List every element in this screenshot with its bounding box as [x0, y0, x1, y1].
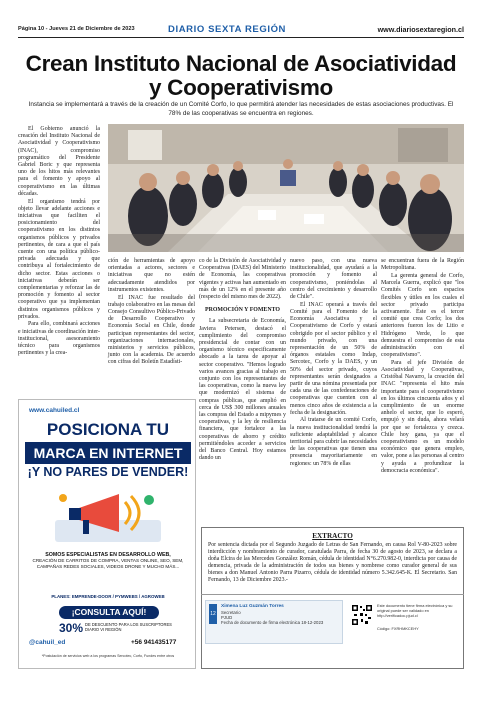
ad-discount-text: DE DESCUENTO PARA LOS SUSCRIPTORES DIARIO VI REGIÓN — [85, 622, 172, 632]
masthead-bar — [18, 24, 464, 38]
paragraph: La subsecretaria de Economía, Javiera Petersen, destacó el cumplimiento del compromiso presidencial de contar con un organismo técnico especificamente abocado a la tarea de apoyar al sector cooperativo. "Hemos logrado varios avances gracias al trabajo en conjunto con los representantes de las cooperativas, como la nueva ley que modernizó el sistema de compras públicas, que amplió en cerca de US$ 300 millones anuales las compras del Estado a mipymes y cooperativas, y la ley de resiliencia financiera, que fortalece a las cooperativas de ahorro y crédito permitiéndoles acceder a servicios del Banco Central. Hoy estamos dando un — [199, 318, 286, 462]
signer-name: Ximena Luz Guzmán Torres — [221, 604, 284, 609]
signer-role: Secretario PJUD Fecha de documento de firma electrónica 18-12-2023 — [221, 610, 324, 626]
ad-url[interactable]: www.cahuiled.cl — [29, 407, 80, 414]
signature-number: 12 — [209, 604, 217, 624]
ad-body — [27, 552, 189, 570]
megaphone-icon — [49, 486, 167, 546]
article-column-4 — [290, 258, 377, 526]
ad-headline-2: MARCA EN INTERNET — [25, 442, 191, 464]
page-info: Página 10 - Jueves 21 de Diciembre de 2023 — [18, 26, 135, 32]
ad-headline-1: POSICIONA TU — [46, 420, 170, 439]
paragraph: se encuentran fuera de la Región Metropolitana. — [381, 258, 464, 272]
ad-phone[interactable]: +56 941435177 — [131, 639, 177, 646]
notice-title: EXTRACTO — [312, 532, 353, 540]
notice-text: Por sentencia dictada por el Segundo Juzgado de Letras de San Fernando, en causa Rol V-80-2023 sobre interdicción y nombramiento de curador, caratulada Parra, de fecha 30 de agosto de 2023, se declara a doña Elcira de las Mercedes González Román, cédula de identidad N°6.270.982-0, interdicta por causa de demencia, privada de la administración de todos sus bienes y nombrese como curador general de sus bienes a don Manuel Antonio Parra Pizarro, cédula de identidad número 5.342.645-K. El Secretario. San Fernando, 13 de Diciembre 2023.- — [208, 542, 457, 583]
paragraph: El INAC fue resultado del trabajo colaborativo en las mesas del Consejo Consultivo Público-Privado de Desarrollo Cooperativo y Economía Social en Chile, donde participan representantes del sector, organizaciones internacionales, ministerios y servicios públicos, junto con la academia. De acuerdo con cifras del Boletín Estadísti- — [108, 294, 195, 366]
article-column-5 — [381, 258, 464, 526]
advertisement-cahuiled[interactable] — [18, 399, 196, 669]
electronic-signature — [201, 594, 464, 669]
meeting-photo-illustration — [108, 124, 464, 252]
ad-body-text: CREACIÓN DE CARRITOS DE COMPRA, VENTAS ONLINE, SEO, SEM, CAMPAÑAS REDES SOCIALES, VIDEOS DRONE Y MUCHO MÁS... — [32, 558, 184, 569]
paragraph: ción de herramientas de apoyo orientadas a actores, sectores e iniciativas que no estén adecuadamente atendidos por instrumentos existentes. — [108, 258, 195, 293]
section-subhead: PROMOCIÓN Y FOMENTO — [204, 307, 281, 314]
ad-plans: PLANES: EMPRENDE-DOOR / PYMWEBS / AGROWEB — [51, 594, 165, 599]
ad-cta-button[interactable]: ¡CONSULTA AQUÍ! — [59, 606, 159, 619]
ad-headline-3: ¡Y NO PARES DE VENDER! — [27, 465, 189, 479]
paragraph: El INAC operará a través del Comité para el Fomento de la Economía Asociativa y el Cooperativismo de Corfo y estará cobrigido por el sector público y el mundo privado, con una representación de un 50% de órganos estatales como Indap, Sercotec, Corfo y la DAES, y un 50% del sector privado, cuyos representantes serán designados a partir de una nómina presentada por cada una de las confederaciones de cooperativas que cuenten con al menos cinco años de existencia a la fecha de la designación. — [290, 301, 377, 416]
qr-code-icon[interactable] — [351, 604, 373, 626]
ad-fine-print: *Postulación de servicios web a los programas Sercotec, Corfo, Fundes entre otros — [41, 654, 175, 658]
paragraph: El Gobierno anunció la creación del Instituto Nacional de Asociatividad y Cooperativismo (INAC), compromiso programático del Presidente Gabriel Boric y que representa uno de los hitos más relevantes para el fomento y apoyo al cooperativismo en las últimas décadas. — [18, 126, 100, 197]
validation-code: Código: FXRHMKCEHY — [377, 626, 419, 631]
ad-body-bold: SOMOS ESPECIALISTAS EN DESARROLLO WEB, — [45, 552, 171, 558]
signature-box — [205, 600, 343, 644]
paragraph: La gerenta general de Corfo, Marcela Guerra, explicó que "los Comités Corfo son espacios flexibles y útiles en los cuales el sector privado participa activamente. Éste es el tercer comité que crea Corfo; los dos anteriores fueron los de Litio e Hidrógeno Verde, lo que demuestra el compromiso de esta administración con el cooperativismo". — [381, 272, 464, 359]
paragraph: Al tratarse de un comité Corfo, la nueva institucionalidad tendrá la suficiente adaptabilidad y alcance territorial para cubrir las necesidades de las cooperativas que tienen una presencia mayoritariamente en regiones: un 78% de ellas — [290, 417, 378, 467]
meeting-photo — [108, 124, 464, 252]
article-headline: Crean Instituto Nacional de Asociatividad y Cooperativismo — [25, 51, 457, 100]
article-column-3 — [199, 258, 286, 526]
article-column-1 — [18, 126, 100, 361]
qr-validation-text: Este documento tiene firma electrónica y su original puede ser validado en http://verificadoc.pjud.cl — [377, 603, 453, 618]
newspaper-name: DIARIO SEXTA REGIÓN — [168, 24, 287, 35]
paragraph: Para el jefe División de Asociatividad y Cooperativas, Cristóbal Navarro, la creación del INAC "representa el hito más importante para el cooperativismo en los últimos cincuenta años y el cumplimiento de un enorme anhelo el sector, que lo esperó, empujó y sin duda, ahora velará por que se fortalezca y crezca. Chile hoy gana, ya que el cooperativismo es un modelo económico que genera empleo, valor, pone a las personas al centro y ayuda a profundizar la democracia económica". — [381, 359, 464, 474]
ad-instagram[interactable]: @cahuil_ed — [29, 639, 66, 646]
paragraph: El organismo tendrá por objeto llevar adelante acciones e iniciativas que faciliten el posicionamiento del cooperativismo en los distintos organismos públicos y privados pertinentes, de cara a que el país cuente con una política público-privada adecuada y que contribuya al fortalecimiento de dicho sector. Estas acciones o iniciativas deberán ser complementarias y reforzar las de promoción y fomento al sector cooperativo que ya implementan distintos organismos públicos y privados. — [18, 198, 100, 320]
paragraph: nuevo paso, con una nueva institucionalidad, que ayudará a la promoción y fomento al cooperativismo, poniéndolas al centro del crecimiento y desarrollo de Chile". — [290, 258, 377, 301]
paragraph: Para ello, combinará acciones e iniciativas de coordinación inter-institucional, asesoramiento técnico para organismos pertinentes y la crea- — [18, 321, 100, 357]
ad-discount: 30% — [59, 621, 84, 635]
paragraph: co de la División de Asociatividad y Cooperativas (DAES) del Ministerio de Economía, las cooperativas vigentes y activas han aumentado en más de un 12% en el presente año (respecto del mismo mes de 2022). — [199, 258, 286, 301]
website-link[interactable]: www.diariosextaregion.cl — [377, 25, 464, 34]
article-deck: Instancia se implementará a través de la creación de un Comité Corfo, lo que permitirá atender las necesidades de estas asociaciones productivas. El 78% de las cooperativas se encuentra en regiones. — [28, 101, 454, 117]
